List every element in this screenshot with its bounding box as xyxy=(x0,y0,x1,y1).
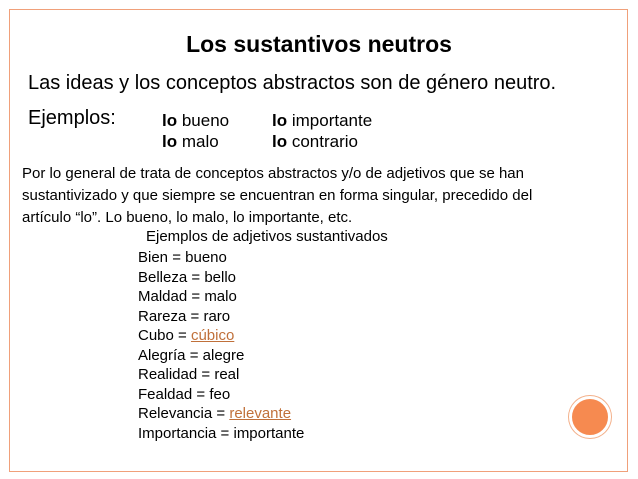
adjective: raro xyxy=(203,307,231,325)
examples-label: Ejemplos: xyxy=(28,107,116,129)
example-lo-malo xyxy=(162,132,219,152)
noun: Maldad xyxy=(138,288,188,305)
equals-sign: = xyxy=(197,366,215,383)
list-item xyxy=(138,385,304,405)
equals-sign: = xyxy=(192,385,210,403)
example-word: importante xyxy=(291,111,373,130)
equals-sign: = xyxy=(187,288,205,305)
example-word: bueno xyxy=(181,111,230,130)
example-article: lo xyxy=(162,132,178,151)
adjective: importante xyxy=(233,424,305,442)
example-word: malo xyxy=(181,132,219,151)
noun: Alegría xyxy=(138,346,186,364)
example-lo-importante xyxy=(272,111,372,131)
list-item xyxy=(138,346,304,366)
example-article: lo xyxy=(272,132,288,151)
equals-sign: = xyxy=(185,346,203,364)
noun: Fealdad xyxy=(138,385,193,403)
list-heading: Ejemplos de adjetivos sustantivados xyxy=(146,228,388,245)
noun: Cubo xyxy=(138,327,174,344)
list-item xyxy=(138,287,304,307)
example-word: contrario xyxy=(291,132,358,151)
adjective: real xyxy=(214,366,240,383)
adjective-list xyxy=(138,248,304,443)
list-item xyxy=(138,268,304,288)
decorative-circle xyxy=(569,396,611,438)
adjective: feo xyxy=(209,385,231,403)
list-item xyxy=(138,248,304,268)
explanation-paragraph: Por lo general de trata de conceptos abstractos y/o de adjetivos que se han sustantivizado y que siempre se encuentran en forma singular, precedido del artículo “lo”. Lo bueno, lo malo, lo importante, etc. xyxy=(22,165,533,226)
list-item xyxy=(138,365,304,385)
example-lo-contrario xyxy=(272,132,358,152)
noun: Relevancia xyxy=(138,405,213,422)
adjective: malo xyxy=(204,288,237,305)
equals-sign: = xyxy=(173,327,191,344)
adjective-link-cubico[interactable]: cúbico xyxy=(190,327,235,344)
example-article: lo xyxy=(162,111,178,130)
list-item xyxy=(138,404,304,424)
noun: Realidad xyxy=(138,366,198,383)
adjective: bello xyxy=(204,268,237,286)
adjective-link-relevante[interactable]: relevante xyxy=(229,405,292,422)
equals-sign: = xyxy=(212,405,230,422)
adjective: alegre xyxy=(202,346,245,364)
equals-sign: = xyxy=(168,249,186,266)
intro-text: Las ideas y los conceptos abstractos son de género neutro. xyxy=(28,72,557,94)
example-article: lo xyxy=(272,111,288,130)
list-item xyxy=(138,326,304,346)
list-item xyxy=(138,307,304,327)
equals-sign: = xyxy=(187,268,205,286)
equals-sign: = xyxy=(186,307,204,325)
noun: Bien xyxy=(138,249,169,266)
equals-sign: = xyxy=(216,424,234,442)
example-lo-bueno xyxy=(162,111,229,131)
adjective: bueno xyxy=(185,249,227,266)
list-item xyxy=(138,424,304,444)
noun: Importancia xyxy=(138,424,217,442)
noun: Rareza xyxy=(138,307,187,325)
slide-title: Los sustantivos neutros xyxy=(186,31,452,57)
noun: Belleza xyxy=(138,268,188,286)
